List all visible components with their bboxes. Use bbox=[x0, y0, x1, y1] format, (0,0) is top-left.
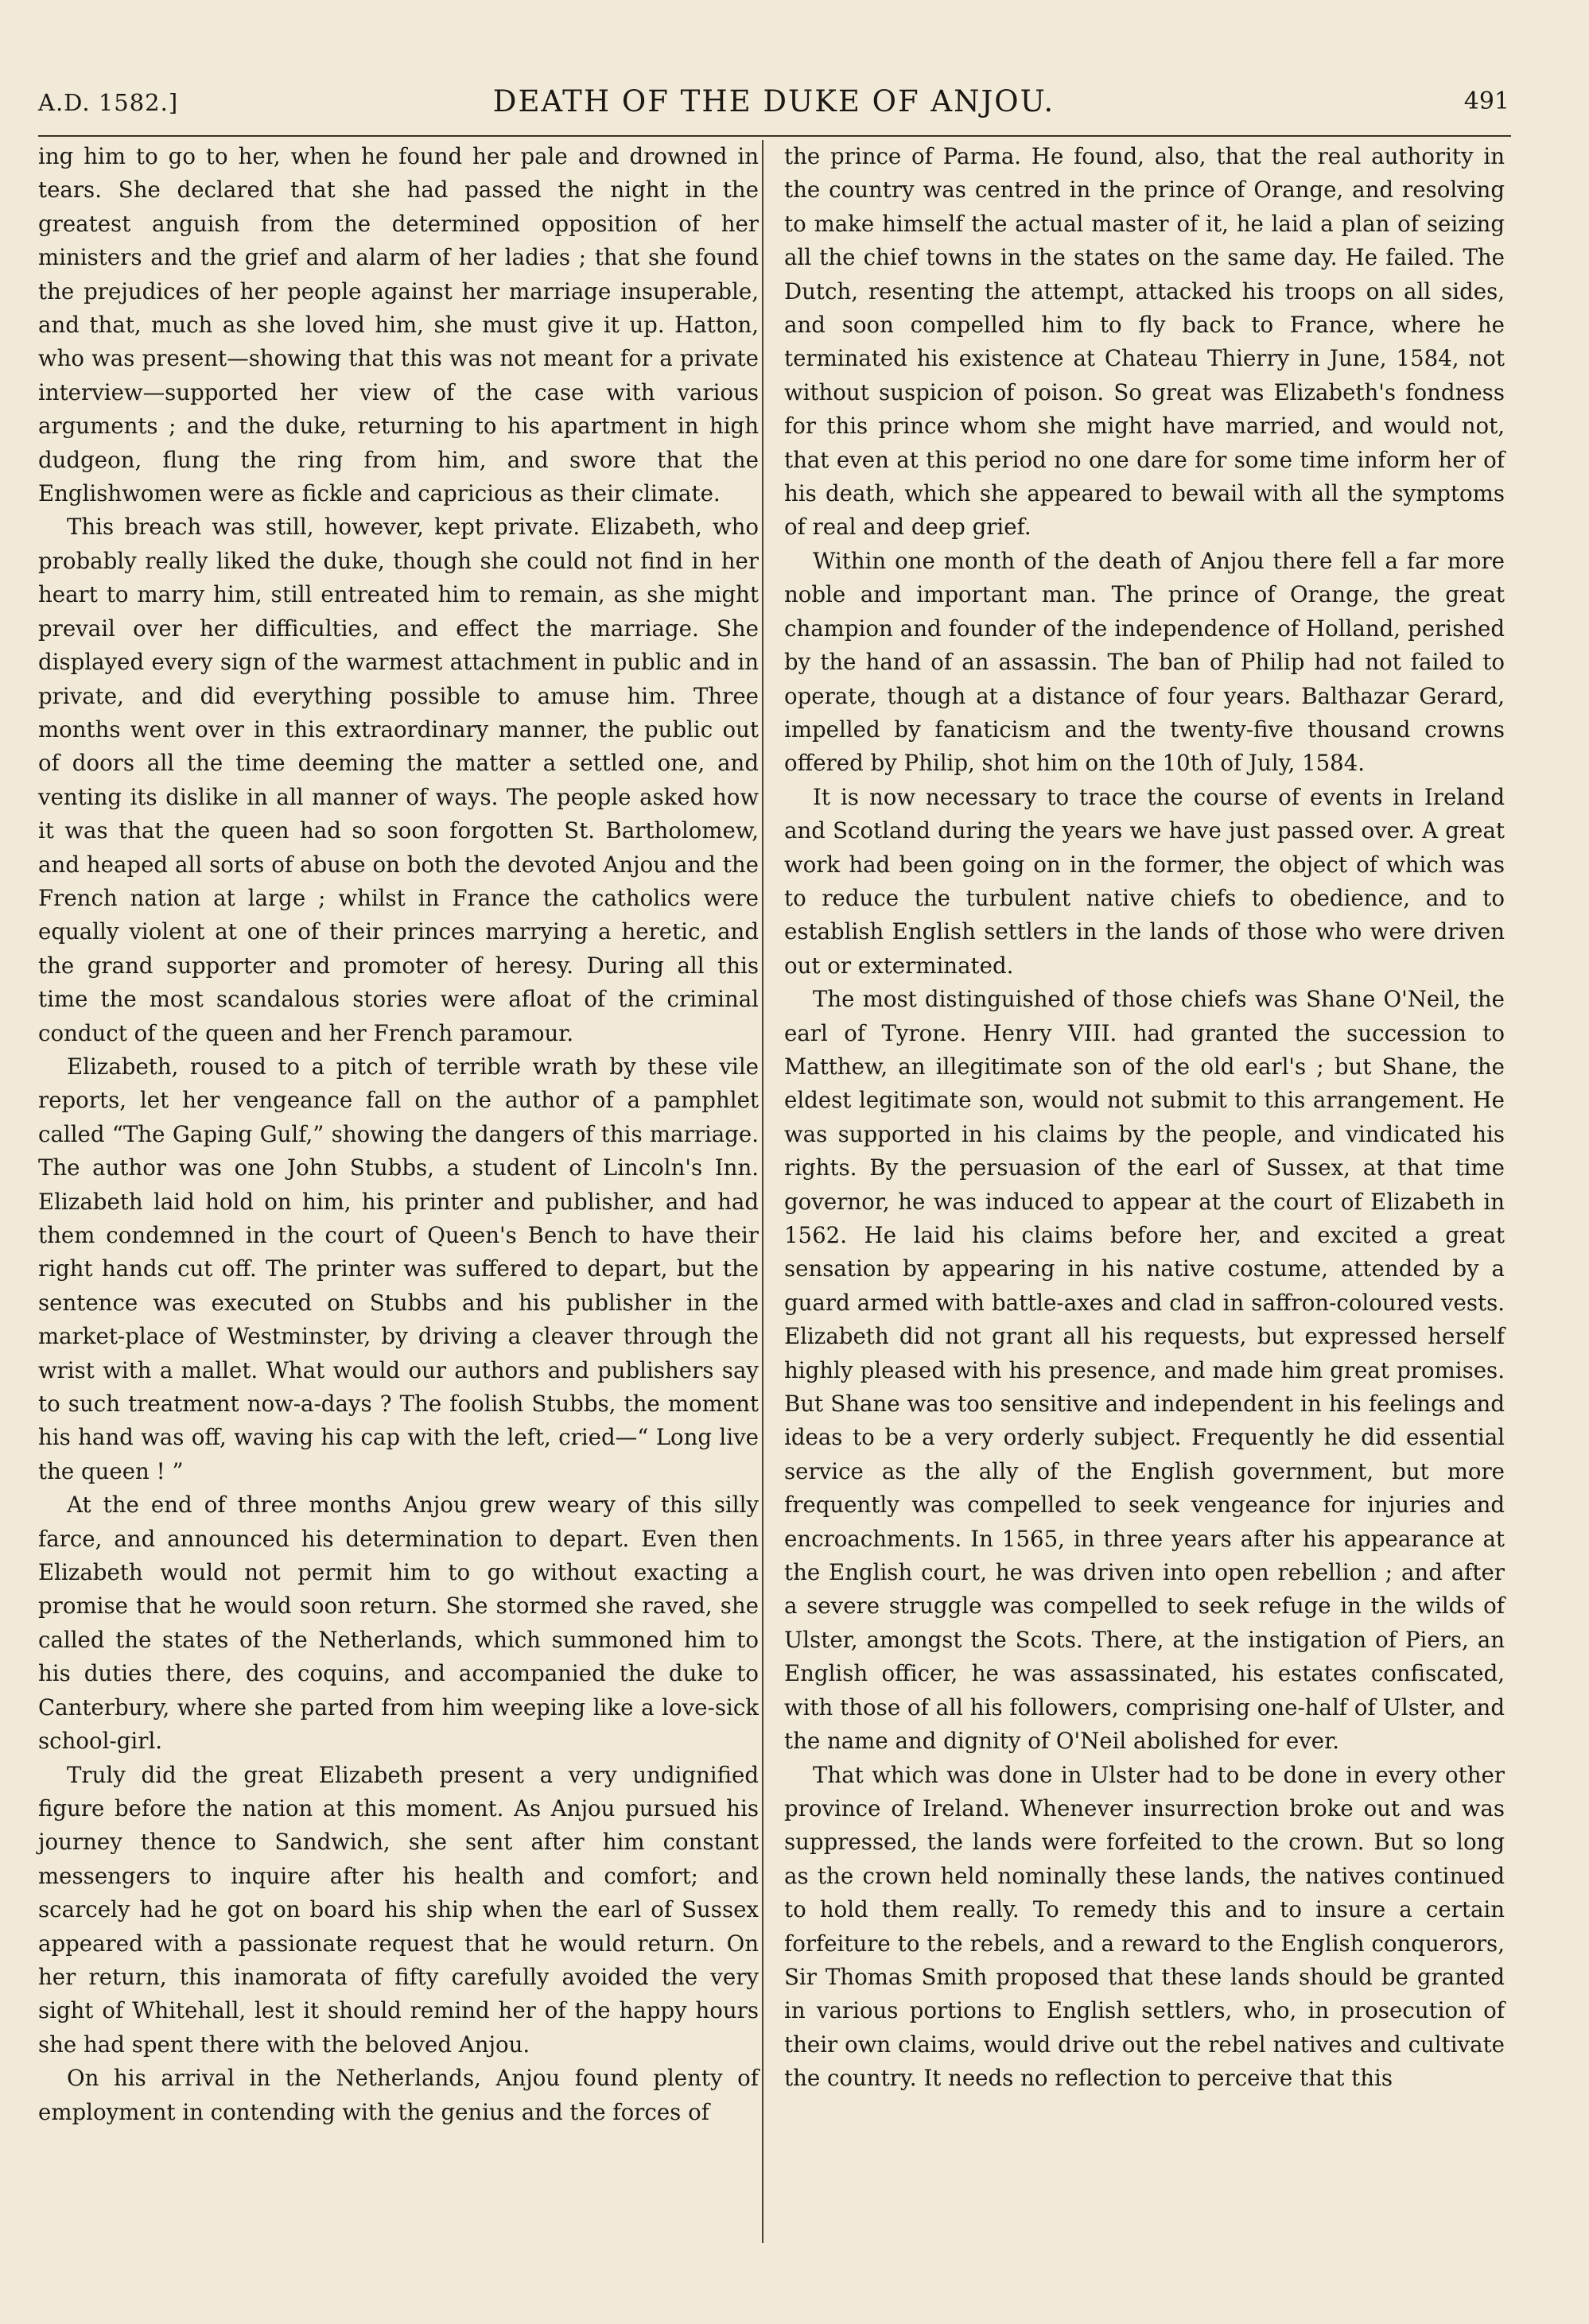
paragraph: ing him to go to her, when he found her pale and drowned in tears. She declared that she had passed the night in the greatest anguish from the determined opposition of her ministers and the grief and alarm of her ladies ; that she found the prejudices of her people against her marriage insuperable, and that, much as she loved him, she must give it up. Hatton, who was present—showing that this was not meant for a private interview—supported her view of the case with various arguments ; and the duke, returning to his apartment in high dudgeon, flung the ring from him, and swore that the Englishwomen were as fickle and capricious as their climate. bbox=[38, 143, 759, 507]
page-number: 491 bbox=[1463, 87, 1509, 115]
column-divider bbox=[762, 140, 763, 2243]
header-rule bbox=[38, 135, 1511, 137]
left-column bbox=[38, 140, 759, 2129]
right-column bbox=[784, 140, 1505, 2096]
paragraph: It is now necessary to trace the course of events in Ireland and Scotland during the years we have just passed over. A great work had been going on in the former, the object of which was to reduce the turbulent native chiefs to obedience, and to establish English settlers in the lands of those who were driven out or exterminated. bbox=[784, 783, 1505, 979]
paragraph: This breach was still, however, kept private. Elizabeth, who probably really liked the duke, though she could not find in her heart to marry him, still entreated him to remain, as she might prevail over her difficulties, and effect the marriage. She displayed every sign of the warmest attachment in public and in private, and did everything possible to amuse him. Three months went over in this extraordinary manner, the public out of doors all the time deeming the matter a settled one, and venting its dislike in all manner of ways. The people asked how it was that the queen had so soon forgotten St. Bartholomew, and heaped all sorts of abuse on both the devoted Anjou and the French nation at large ; whilst in France the catholics were equally violent at one of their princes marrying a heretic, and the grand supporter and promoter of heresy. During all this time the most scandalous stories were afloat of the criminal conduct of the queen and her French paramour. bbox=[38, 514, 759, 1046]
paragraph: the prince of Parma. He found, also, that the real authority in the country was centred in the prince of Orange, and resolving to make himself the actual master of it, he laid a plan of seizing all the chief towns in the states on the same day. He failed. The Dutch, resenting the attempt, attacked his troops on all sides, and soon compelled him to fly back to France, where he terminated his existence at Chateau Thierry in June, 1584, not without suspicion of poison. So great was Elizabeth's fondness for this prince whom she might have married, and would not, that even at this period no one dare for some time inform her of his death, which she appeared to bewail with all the symptoms of real and deep grief. bbox=[784, 143, 1505, 541]
paragraph: That which was done in Ulster had to be done in every other province of Ireland. Whenever insurrection broke out and was suppressed, the lands were forfeited to the crown. But so long as the crown held nominally these lands, the natives continued to hold them really. To remedy this and to insure a certain forfeiture to the rebels, and a reward to the English conquerors, Sir Thomas Smith proposed that these lands should be granted in various portions to English settlers, who, in prosecution of their own claims, would drive out the rebel natives and cultivate the country. It needs no reflection to perceive that this bbox=[784, 1761, 1505, 2092]
paragraph: At the end of three months Anjou grew weary of this silly farce, and announced his determination to depart. Even then Elizabeth would not permit him to go without exacting a promise that he would soon return. She stormed she raved, she called the states of the Netherlands, which summoned him to his duties there, des coquins, and accompanied the duke to Canterbury, where she parted from him weeping like a love-sick school-girl. bbox=[38, 1492, 759, 1755]
paragraph: On his arrival in the Netherlands, Anjou found plenty of employment in contending with the genius and the forces of bbox=[38, 2065, 759, 2125]
paragraph: Truly did the great Elizabeth present a very undignified figure before the nation at this moment. As Anjou pursued his journey thence to Sandwich, she sent after him constant messengers to inquire after his health and comfort; and scarcely had he got on board his ship when the earl of Sussex appeared with a passionate request that he would return. On her return, this inamorata of fifty carefully avoided the very sight of Whitehall, lest it should remind her of the happy hours she had spent there with the beloved Anjou. bbox=[38, 1761, 759, 2058]
paragraph: Within one month of the death of Anjou there fell a far more noble and important man. The prince of Orange, the great champion and founder of the independence of Holland, perished by the hand of an assassin. The ban of Philip had not failed to operate, though at a distance of four years. Balthazar Gerard, impelled by fanaticism and the twenty-five thousand crowns offered by Philip, shot him on the 10th of July, 1584. bbox=[784, 547, 1505, 777]
paragraph: The most distinguished of those chiefs was Shane O'Neil, the earl of Tyrone. Henry VIII. had granted the succession to Matthew, an illegitimate son of the old earl's ; but Shane, the eldest legitimate son, would not submit to this arrangement. He was supported in his claims by the people, and vindicated his rights. By the persuasion of the earl of Sussex, at that time governor, he was induced to appear at the court of Elizabeth in 1562. He laid his claims before her, and excited a great sensation by appearing in his native costume, attended by a guard armed with battle-axes and clad in saffron-coloured vests. Elizabeth did not grant all his requests, but expressed herself highly pleased with his presence, and made him great promises. But Shane was too sensitive and independent in his feelings and ideas to be a very orderly subject. Frequently he did essential service as the ally of the English government, but more frequently was compelled to seek vengeance for injuries and encroachments. In 1565, in three years after his appearance at the English court, he was driven into open rebellion ; and after a severe struggle was compelled to seek refuge in the wilds of Ulster, amongst the Scots. There, at the instigation of Piers, an English officer, he was assassinated, his estates confiscated, with those of all his followers, comprising one-half of Ulster, and the name and dignity of O'Neil abolished for ever. bbox=[784, 986, 1505, 1755]
page-header bbox=[38, 76, 1509, 122]
paragraph: Elizabeth, roused to a pitch of terrible wrath by these vile reports, let her vengeance fall on the author of a pamphlet called “The Gaping Gulf,” showing the dangers of this marriage. The author was one John Stubbs, a student of Lincoln's Inn. Elizabeth laid hold on him, his printer and publisher, and had them condemned in the court of Queen's Bench to have their right hands cut off. The printer was suffered to depart, but the sentence was executed on Stubbs and his publisher in the market-place of Westminster, by driving a cleaver through the wrist with a mallet. What would our authors and publishers say to such treatment now-a-days ? The foolish Stubbs, the moment his hand was off, waving his cap with the left, cried—“ Long live the queen ! ” bbox=[38, 1053, 759, 1484]
header-title: DEATH OF THE DUKE OF ANJOU. bbox=[492, 84, 1055, 118]
header-date: A.D. 1582.] bbox=[38, 89, 179, 116]
